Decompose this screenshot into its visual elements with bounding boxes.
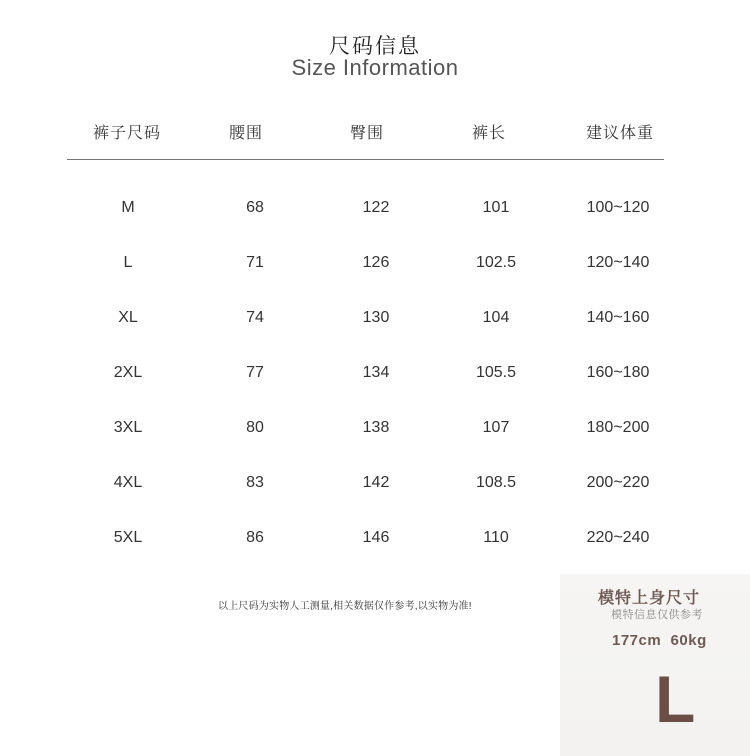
cell-weight: 140~160 [586, 309, 650, 326]
cell-size: L [123, 254, 133, 271]
table-row [0, 364, 750, 388]
cell-weight: 100~120 [586, 199, 650, 216]
table-row [0, 309, 750, 333]
cell-weight: 120~140 [586, 254, 650, 271]
model-height-weight: 177cm 60kg [612, 632, 707, 649]
cell-length: 105.5 [475, 364, 517, 381]
table-row [0, 199, 750, 223]
model-size-letter: L [655, 662, 696, 736]
cell-size: XL [118, 309, 138, 326]
cell-waist: 77 [246, 364, 264, 381]
cell-hip: 134 [362, 364, 390, 381]
model-info-title: 模特上身尺寸 [598, 590, 701, 607]
cell-hip: 142 [362, 474, 390, 491]
cell-length: 108.5 [475, 474, 517, 491]
cell-hip: 122 [362, 199, 390, 216]
header-length: 裤长 [471, 125, 506, 142]
cell-size: 5XL [113, 529, 143, 546]
cell-waist: 80 [246, 419, 264, 436]
cell-waist: 71 [246, 254, 264, 271]
cell-hip: 138 [362, 419, 390, 436]
header-waist: 腰围 [228, 125, 263, 142]
model-info-subtitle: 模特信息仅供参考 [611, 609, 703, 621]
cell-waist: 68 [246, 199, 264, 216]
cell-length: 110 [483, 529, 509, 546]
table-row [0, 419, 750, 443]
cell-waist: 86 [246, 529, 264, 546]
cell-weight: 160~180 [586, 364, 650, 381]
cell-size: M [121, 199, 135, 216]
header-weight: 建议体重 [585, 125, 654, 142]
cell-size: 3XL [113, 419, 143, 436]
cell-size: 4XL [113, 474, 143, 491]
cell-waist: 74 [246, 309, 264, 326]
cell-waist: 83 [246, 474, 264, 491]
header-hip: 臀围 [349, 125, 384, 142]
table-row [0, 529, 750, 553]
cell-hip: 126 [362, 254, 390, 271]
cell-length: 104 [482, 309, 510, 326]
cell-hip: 130 [362, 309, 390, 326]
cell-size: 2XL [113, 364, 143, 381]
cell-length: 101 [482, 199, 510, 216]
table-row [0, 254, 750, 278]
page-title-cn: 尺码信息 [329, 35, 421, 58]
page-title-en: Size Information [291, 55, 459, 80]
cell-hip: 146 [362, 529, 390, 546]
cell-weight: 200~220 [586, 474, 650, 491]
measurement-note: 以上尺码为实物人工测量,相关数据仅作参考,以实物为准! [218, 601, 472, 612]
table-header [0, 120, 750, 144]
header-divider [67, 159, 664, 160]
table-row [0, 474, 750, 498]
cell-length: 102.5 [475, 254, 517, 271]
cell-weight: 180~200 [586, 419, 650, 436]
cell-length: 107 [482, 419, 510, 436]
header-pants-size: 裤子尺码 [92, 125, 161, 142]
cell-weight: 220~240 [586, 529, 650, 546]
